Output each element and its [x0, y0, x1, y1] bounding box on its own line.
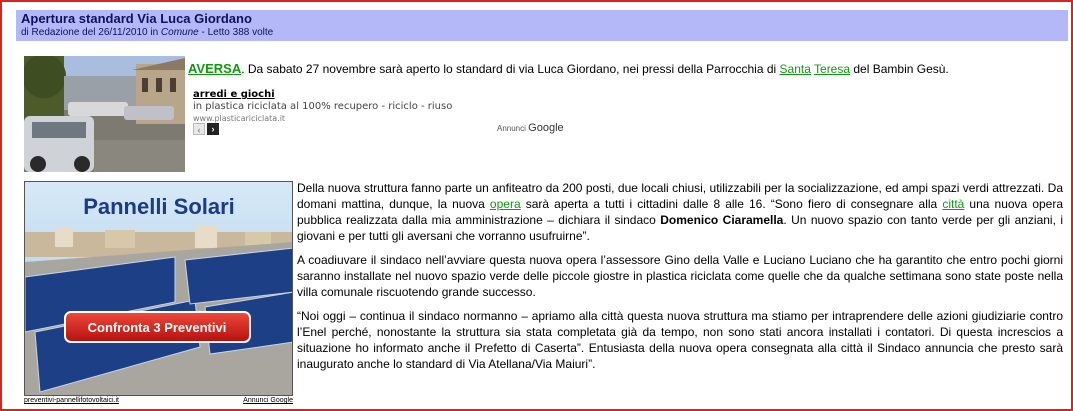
body-paragraph-1: Della nuova struttura fanno parte un anfiteatro da 200 posti, due locali chiusi, utilizzabili per la socializzazione, ed ampi spazi verdi attrezzati. Da domani mattina, dunque, la nuova opera sarà aperta a tutti i cittadini dalle 8 alle 16. “Sono fiero di consegnare alla città una nuova opera pubblica realizzata dalla mia amministrazione – dichiara il sindaco Domenico Ciaramella. Un nuovo spazio con tanto verde per gli anziani, i giovani e per tutti gli aversani che vorranno usufruirne”.	[297, 181, 1064, 243]
ad-title-link[interactable]: arredi e giochi	[193, 89, 275, 100]
ad-navigation	[193, 123, 219, 135]
banner-url-link[interactable]: preventivi-pannellifotovoltaici.it	[24, 397, 119, 404]
solar-panels-image	[25, 182, 293, 396]
article-meta	[21, 26, 1063, 39]
article-header	[16, 10, 1068, 41]
street-photo-image	[24, 56, 185, 172]
solar-banner-ad[interactable]	[24, 181, 293, 396]
article-photo	[24, 56, 185, 172]
body-paragraph-3: “Noi oggi – continua il sindaco normanno – apriamo alla città questa nuova struttura ma stiamo per intraprendere delle azioni giudiziarie contro l’Enel perché, nonostante la struttura sia stata completata già da tempo, non sono stati ancora installati i contatori. Di questa increscios a situazione ho informato anche il Prefetto di Caserta”. Entusiasta della nuova opera consegnata alla città il Sindaco annuncia che presto sarà inaugurato anche lo standard di Via Atellana/Via Maiuri”.	[297, 309, 1063, 371]
article-body	[297, 180, 1063, 380]
lead-paragraph	[188, 62, 1058, 76]
ad-url[interactable]: www.plasticariciclata.it	[193, 114, 286, 123]
meta-category[interactable]: Comune	[160, 27, 199, 38]
ad-subtitle: in plastica riciclata al 100% recupero - riciclo - riuso	[193, 101, 453, 112]
chevron-right-icon[interactable]: ›	[207, 123, 219, 135]
meta-prefix: di Redazione del 26/11/2010 in	[21, 27, 161, 38]
body-paragraph-2: A coadiuvare il sindaco nell’avviare questa nuova opera l’assessore Gino della Valle e Luciano Luciano che ha garantito che entro pochi giorni saranno installate nel nuovo spazio verde delle piccole giostre in plastica riciclata come quelle che da qualche settimana sono state poste nella villa comunale riscuotendo grande successo.	[297, 253, 1063, 299]
text-ad	[193, 89, 513, 125]
banner-title: Pannelli Solari	[83, 194, 235, 219]
link-citta[interactable]: città	[942, 197, 965, 211]
lead-text-1: . Da sabato 27 novembre sarà aperto lo standard di via Luca Giordano, nei pressi della Parrocchia di	[241, 62, 780, 76]
link-teresa[interactable]: Teresa	[814, 62, 851, 76]
meta-suffix: - Letto 388 volte	[198, 27, 274, 38]
banner-button: Confronta 3 Preventivi	[87, 320, 227, 335]
article-title: Apertura standard Via Luca Giordano	[21, 11, 252, 26]
banner-ads-google-link[interactable]: Annunci Google	[243, 397, 293, 404]
link-santa[interactable]: Santa	[779, 62, 811, 76]
ads-by-google-label[interactable]: Annunci Google	[497, 122, 564, 134]
lead-text-2: del Bambin Gesù.	[850, 62, 949, 76]
mayor-name: Domenico Ciaramella	[660, 213, 784, 227]
banner-footer	[24, 397, 293, 404]
chevron-left-icon[interactable]: ‹	[193, 123, 205, 135]
link-opera[interactable]: opera	[489, 197, 521, 211]
place-link[interactable]: AVERSA	[188, 61, 242, 76]
